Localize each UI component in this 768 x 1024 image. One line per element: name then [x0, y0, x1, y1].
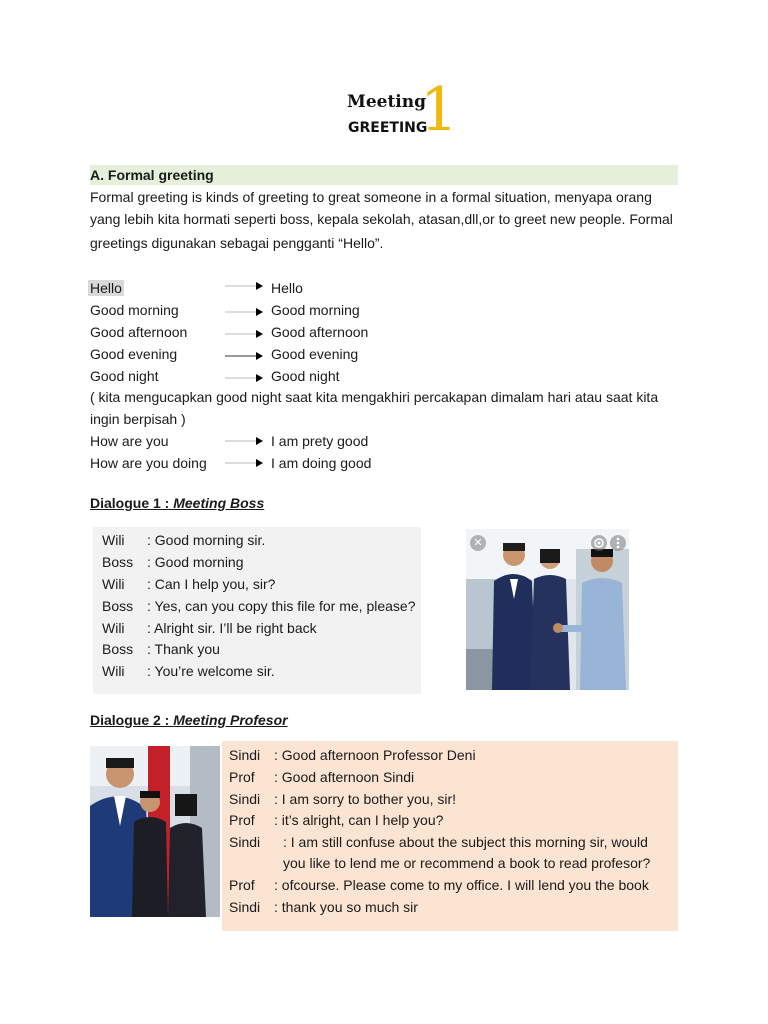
dialogue2-line: : thank you so much sir — [274, 899, 418, 915]
handshake-photo — [466, 529, 629, 690]
greeting-right: I am prety good — [271, 433, 369, 449]
dialogue2-line: : Good afternoon Sindi — [274, 769, 415, 785]
arrow-right-icon — [223, 343, 263, 365]
arrow-right-icon — [223, 299, 263, 321]
dialogue1-title — [90, 495, 264, 511]
greeting-left: Good morning — [90, 302, 179, 318]
arrow-right-icon — [223, 365, 263, 387]
note-line: ( kita mengucapkan good night saat kita mengakhiri percakapan dimalam hari atau saat kita — [90, 389, 659, 405]
close-icon[interactable]: ✕ — [470, 535, 486, 551]
dialogue1-title-prefix: Dialogue 1 : — [90, 495, 174, 511]
dialogue2-title-prefix: Dialogue 2 : — [90, 712, 174, 728]
greeting-left — [90, 277, 124, 299]
dialogue1-line: : You’re welcome sir. — [147, 663, 275, 679]
dialogue1-speaker: Boss — [102, 598, 134, 614]
dialogue2-line: you like to lend me or recommend a book to read profesor? — [283, 855, 651, 871]
dialogue1-title-topic: Meeting Boss — [173, 495, 265, 511]
paragraph-line: Formal greeting is kinds of greeting to great someone in a formal situation, menyapa orang — [90, 189, 652, 205]
paragraph-line: greetings digunakan sebagai pengganti “Hello”. — [90, 235, 384, 251]
dialogue2-speaker: Sindi — [229, 899, 261, 915]
dialogue2-speaker: Sindi — [229, 747, 261, 763]
greeting-left: How are you doing — [90, 455, 207, 471]
dialogue2-line: : I am still confuse about the subject this morning sir, would — [283, 834, 648, 850]
dialogue1-speaker: Boss — [102, 641, 134, 657]
dialogue2-line: : it’s alright, can I help you? — [274, 812, 444, 828]
greeting-right: Good night — [271, 368, 340, 384]
dialogue1-line: : Good morning — [147, 554, 244, 570]
greeting-right: Good afternoon — [271, 324, 369, 340]
arrow-right-icon — [223, 277, 263, 299]
intro-paragraph — [90, 186, 680, 254]
dialogue1-speaker: Boss — [102, 554, 134, 570]
dialogue2-title-topic: Meeting Profesor — [173, 712, 288, 728]
greeting-left: Good night — [90, 368, 159, 384]
paragraph-line: yang lebih kita hormati seperti boss, kepala sekolah, atasan,dll,or to greet new people. Formal — [90, 211, 673, 227]
dialogue1-speaker: Wili — [102, 663, 125, 679]
highlighted-word: Hello — [90, 280, 122, 296]
dialogue2-speaker: Prof — [229, 769, 255, 785]
more-options-icon[interactable] — [610, 535, 626, 551]
page-title-top: Meeting — [347, 92, 427, 112]
page-title-number: 1 — [420, 75, 459, 145]
dialogue2-line: : Good afternoon Professor Deni — [274, 747, 476, 763]
dialogue2-speaker: Prof — [229, 812, 255, 828]
page-title-bottom: GREETING — [348, 120, 428, 136]
arrow-right-icon — [223, 430, 263, 452]
dialogue1-speaker: Wili — [102, 576, 125, 592]
dialogue1-line: : Alright sir. I’ll be right back — [147, 620, 317, 636]
greeting-left: How are you — [90, 433, 169, 449]
arrow-right-icon — [223, 321, 263, 343]
dialogue1-line: : Thank you — [147, 641, 220, 657]
dialogue1-line: : Can I help you, sir? — [147, 576, 276, 592]
lens-icon[interactable] — [591, 535, 607, 551]
greeting-left: Good afternoon — [90, 324, 188, 340]
dialogue2-line: : ofcourse. Please come to my office. I will lend you the book — [274, 877, 649, 893]
dialogue2-speaker: Sindi — [229, 791, 261, 807]
dialogue1-speaker: Wili — [102, 620, 125, 636]
greeting-right: Hello — [271, 280, 303, 296]
dialogue2-speaker: Sindi — [229, 834, 261, 850]
greeting-right: Good evening — [271, 346, 359, 362]
dialogue1-speaker: Wili — [102, 532, 125, 548]
dialogue1-line: : Yes, can you copy this file for me, please? — [147, 598, 416, 614]
note-line: ingin berpisah ) — [90, 411, 186, 427]
business-people-photo — [90, 746, 220, 917]
greeting-right: I am doing good — [271, 455, 372, 471]
dialogue2-line: : I am sorry to bother you, sir! — [274, 791, 457, 807]
greeting-left: Good evening — [90, 346, 178, 362]
dialogue2-speaker: Prof — [229, 877, 255, 893]
greeting-right: Good morning — [271, 302, 360, 318]
arrow-right-icon — [223, 452, 263, 474]
section-heading: A. Formal greeting — [90, 165, 678, 185]
dialogue2-title — [90, 712, 288, 728]
dialogue1-line: : Good morning sir. — [147, 532, 266, 548]
